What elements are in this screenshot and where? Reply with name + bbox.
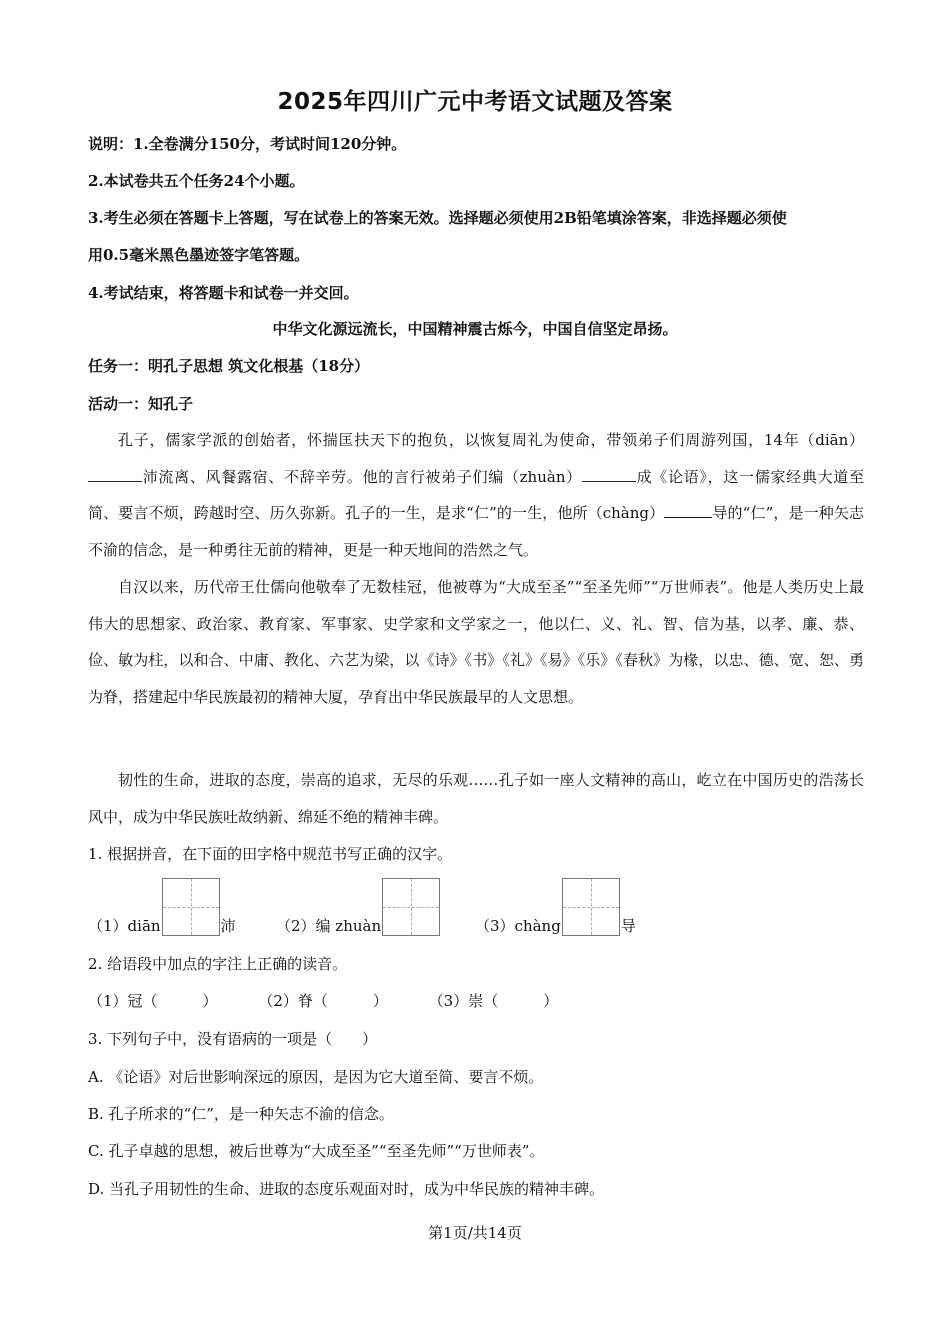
activity-heading: 活动一：知孔子	[88, 395, 194, 413]
passage-paragraph-2: 自汉以来，历代帝王仕儒向他敬奉了无数桂冠，他被尊为“大成至圣”“至圣先师”“万世师表”。他是人类历史上最伟大的思想家、政治家、教育家、军事家、史学家和文学家之一，他以仁、义、礼、智、信为基，以孝、廉、恭、俭、敏为柱，以和合、中庸、教化、六艺为梁，以《诗》《书》《礼》《易》《乐》《春秋》为椽，以忠、德、宽、恕、勇为脊，搭建起中华民族最初的精神大厦，孕育出中华民族最早的人文思想。	[88, 578, 864, 706]
passage-paragraph-3: 韧性的生命，进取的态度，崇高的追求，无尽的乐观……孔子如一座人文精神的高山，屹立在中国历史的浩荡长风中，成为中华民族吐故纳新、绵延不绝的精神丰碑。	[88, 771, 864, 826]
note-line: 3.考生必须在答题卡上答题，写在试卷上的答案无效。选择题必须使用2B铅笔填涂答案，非选择题必须使	[88, 209, 787, 227]
note-line: 2.本试卷共五个任务24个小题。	[88, 172, 305, 190]
q3-option-b: B. 孔子所求的“仁”，是一种矢志不渝的信念。	[88, 1105, 394, 1123]
q1-item-prefix: （3）chàng	[475, 917, 561, 935]
tianzige-box[interactable]	[382, 878, 440, 936]
question-1-stem: 1. 根据拼音，在下面的田字格中规范书写正确的汉字。	[88, 845, 453, 863]
answer-blank	[88, 466, 142, 482]
tianzige-row	[88, 872, 868, 942]
q1-item-prefix: （1）diān	[88, 917, 161, 935]
q3-option-d: D. 当孔子用韧性的生命、进取的态度乐观面对时，成为中华民族的精神丰碑。	[88, 1180, 605, 1198]
page-title: 2025年四川广元中考语文试题及答案	[277, 89, 673, 115]
tianzige-box[interactable]	[162, 878, 220, 936]
q1-item-prefix: （2）编 zhuàn	[276, 917, 382, 935]
q1-item-2	[276, 878, 441, 936]
q2-item: （3）崇（ ）	[428, 992, 559, 1010]
motto: 中华文化源远流长，中国精神震古烁今，中国自信坚定昂扬。	[272, 320, 678, 338]
passage-text: 沛流离、风餐露宿、不辞辛劳。他的言行被弟子们编（zhuàn）	[142, 467, 582, 486]
question-2-stem: 2. 给语段中加点的字注上正确的读音。	[88, 955, 348, 973]
passage-paragraph-1	[88, 422, 864, 568]
note-line: 4.考试结束，将答题卡和试卷一并交回。	[88, 284, 359, 302]
passage-text: 导的“仁”，是一种矢志不渝的信念，是一种勇往无前的精神，更是一种天地间的浩然之气。	[88, 504, 865, 559]
q2-item: （1）冠（ ）	[88, 992, 218, 1010]
page-number-footer: 第1页/共14页	[428, 1224, 522, 1242]
tianzige-box[interactable]	[562, 878, 620, 936]
note-line: 用0.5毫米黑色墨迹签字笔答题。	[88, 246, 310, 264]
q2-item: （2）脊（ ）	[258, 992, 388, 1010]
q1-item-3	[475, 878, 636, 936]
answer-blank	[582, 466, 636, 482]
q1-item-suffix: 导	[620, 917, 636, 935]
q3-option-c: C. 孔子卓越的思想，被后世尊为“大成至圣”“至圣先师”“万世师表”。	[88, 1142, 545, 1160]
q1-item-suffix: 沛	[220, 917, 236, 935]
task-heading: 任务一：明孔子思想 筑文化根基（18分）	[88, 357, 370, 375]
question-3-stem: 3. 下列句子中，没有语病的一项是（ ）	[88, 1030, 378, 1048]
answer-blank	[664, 502, 712, 518]
note-line: 说明：1.全卷满分150分，考试时间120分钟。	[88, 135, 407, 153]
q1-item-1	[88, 878, 236, 936]
q3-option-a: A. 《论语》对后世影响深远的原因，是因为它大道至简、要言不烦。	[88, 1068, 544, 1086]
passage-text: 成《论语》，这一儒家经典大道至简、要言不烦，跨越时空、历久弥新。孔子的一生，是求“仁”的一生，他所（chàng）	[88, 467, 864, 522]
question-2-items	[88, 990, 558, 1011]
passage-text: 孔子，儒家学派的创始者，怀揣匡扶天下的抱负，以恢复周礼为使命，带领弟子们周游列国，14年（diān）	[118, 431, 864, 449]
